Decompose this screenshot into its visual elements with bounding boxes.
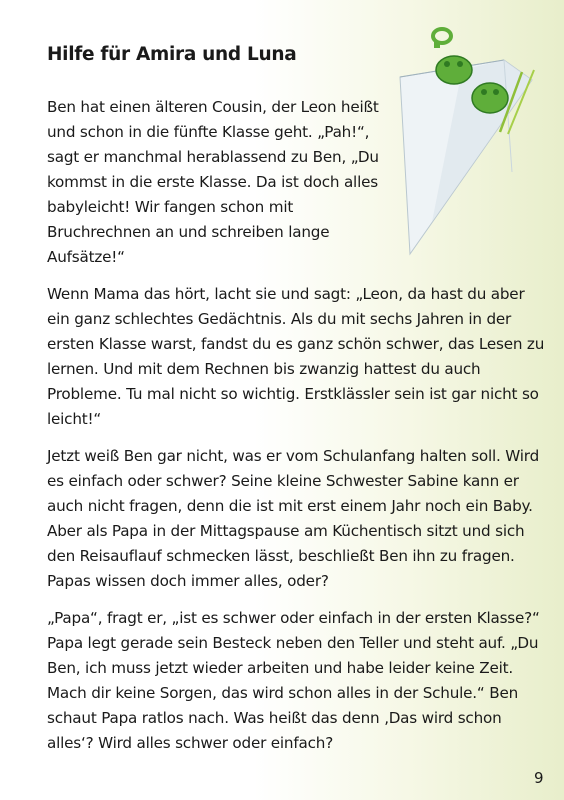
green-frog-eye [457, 61, 463, 67]
green-frog-eye [493, 89, 499, 95]
page-number: 9 [534, 769, 544, 787]
green-frog [472, 83, 508, 113]
paragraph: „Papa“, fragt er, „ist es schwer oder einfach in der ersten Klasse?“ Papa legt gerade sein Besteck neben den Teller und steht auf. „Du Ben, ich muss jetzt wieder arbeiten und habe leider keine Zeit. Mach dir keine Sorgen, das wird schon alles in der Schule.“ Ben schaut Papa ratlos nach. Was heißt das denn ‚Das wird schon alles‘? Wird alles schwer oder einfach? [47, 609, 540, 752]
paragraph: Ben hat einen älteren Cousin, der Leon heißt und schon in die fünfte Klasse geht. „Pah!“, sagt er manchmal herablassend zu Ben, „Du kommst in die erste Klasse. Da ist doch alles babyleicht! Wir fangen schon mit Bruchrechnen an und schreiben lange Aufsätze!“ [47, 98, 379, 266]
green-frog [436, 56, 472, 84]
paragraph: Wenn Mama das hört, lacht sie und sagt: „Leon, da hast du aber ein ganz schlechtes Gedächtnis. Als du mit sechs Jahren in der ersten Klasse warst, fandst du es ganz schön schwer, das Lesen zu lernen. Und mit dem Rechnen bis zwanzig hattest du auch Probleme. Tu mal nicht so wichtig. Erstklässler sein ist gar nicht so leicht!“ [47, 285, 545, 428]
page-title: Hilfe für Amira und Luna [47, 44, 297, 65]
green-frog-eye [481, 89, 487, 95]
school-cone-illustration [392, 22, 542, 262]
green-block [434, 42, 440, 48]
green-frog-eye [444, 61, 450, 67]
paragraph: Jetzt weiß Ben gar nicht, was er vom Schulanfang halten soll. Wird es einfach oder schwer? Seine kleine Schwester Sabine kann er auch nicht fragen, denn die ist mit erst einem Jahr noch ein Baby. Aber als Papa in der Mittagspause am Küchentisch sitzt und sich den Reisauflauf schmecken lässt, beschließt Ben ihn zu fragen. Papas wissen doch immer alles, oder? [47, 447, 540, 590]
green-ring [433, 29, 451, 43]
